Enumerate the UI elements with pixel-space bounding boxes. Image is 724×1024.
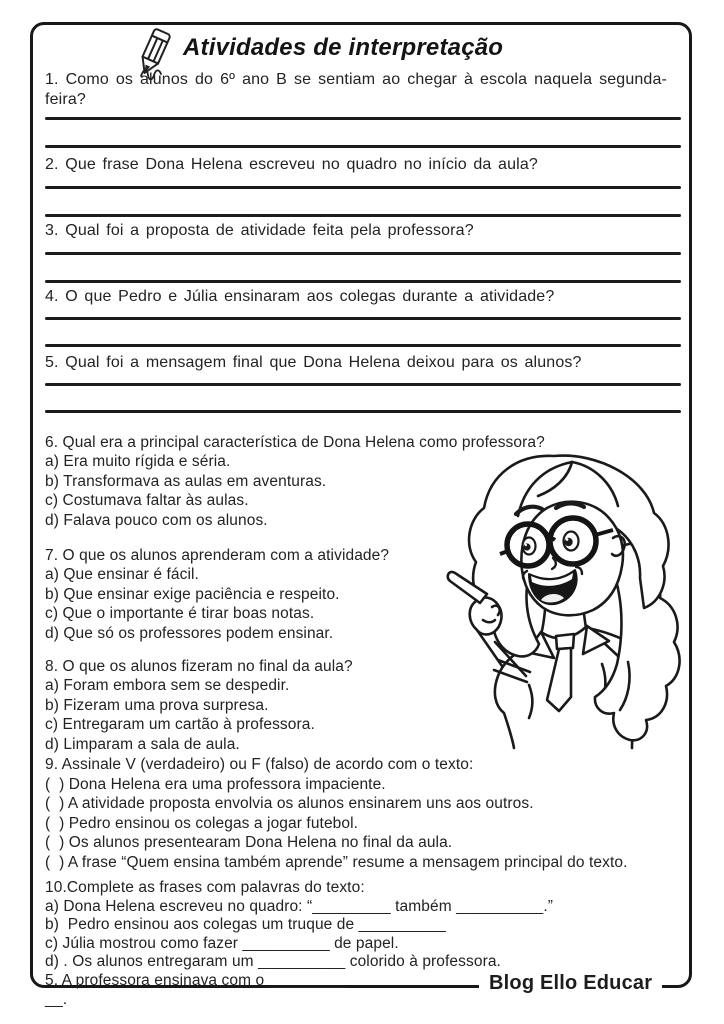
- question-10: [45, 879, 553, 991]
- answer-line: [45, 252, 681, 255]
- option-b: b) Transformava as aulas em aventuras.: [45, 472, 327, 490]
- answer-line: [45, 317, 681, 320]
- answer-line: [45, 145, 681, 148]
- tf-item: ( ) A frase “Quem ensina também aprende” resume a mensagem principal do texto.: [45, 853, 628, 871]
- question-3: 3. Qual foi a proposta de atividade feita pela professora?: [45, 222, 474, 239]
- page-title: Atividades de interpretação: [183, 34, 504, 61]
- answer-line: [45, 280, 681, 283]
- fill-item: 5. A professora ensinava com o _________: [45, 971, 348, 989]
- question-8: [45, 657, 353, 754]
- fill-item: b) Pedro ensinou aos colegas um truque de __________: [45, 916, 446, 934]
- fill-item: d) . Os alunos entregaram um __________ colorido à professora.: [45, 953, 501, 971]
- answer-line: [45, 344, 681, 347]
- option-a: a) Que ensinar é fácil.: [45, 566, 199, 584]
- tf-item: ( ) Pedro ensinou os colegas a jogar futebol.: [45, 814, 359, 832]
- question-2: 2. Que frase Dona Helena escreveu no quadro no início da aula?: [45, 156, 538, 173]
- answer-line: [45, 186, 681, 189]
- question-text: 9. Assinale V (verdadeiro) ou F (falso) de acordo com o texto:: [45, 756, 474, 773]
- answer-line: [45, 410, 681, 413]
- question-7: [45, 546, 389, 643]
- question-9: [45, 755, 628, 873]
- question-6: [45, 433, 545, 530]
- option-c: c) Entregaram um cartão à professora.: [45, 716, 315, 734]
- option-c: c) Que o importante é tirar boas notas.: [45, 605, 315, 623]
- tf-item: ( ) Os alunos presentearam Dona Helena no final da aula.: [45, 834, 453, 852]
- tf-item: ( ) A atividade proposta envolvia os alunos ensinarem uns aos outros.: [45, 795, 534, 813]
- option-a: a) Foram embora sem se despedir.: [45, 677, 290, 695]
- question-4: 4. O que Pedro e Júlia ensinaram aos colegas durante a atividade?: [45, 288, 555, 305]
- question-5: 5. Qual foi a mensagem final que Dona Helena deixou para os alunos?: [45, 354, 582, 371]
- option-b: b) Fizeram uma prova surpresa.: [45, 696, 269, 714]
- question-text: 10.Complete as frases com palavras do texto:: [45, 879, 365, 896]
- question-text: 7. O que os alunos aprenderam com a atividade?: [45, 547, 390, 564]
- option-d: d) Que só os professores podem ensinar.: [45, 624, 334, 642]
- fill-item: c) Júlia mostrou como fazer __________ de papel.: [45, 934, 399, 952]
- option-d: d) Limparam a sala de aula.: [45, 735, 240, 753]
- footer-brand: Blog Ello Educar: [479, 972, 662, 995]
- answer-line: [45, 214, 681, 217]
- question-text: 6. Qual era a principal característica de Dona Helena como professora?: [45, 434, 545, 451]
- answer-line: [45, 117, 681, 120]
- option-b: b) Que ensinar exige paciência e respeito.: [45, 585, 340, 603]
- option-c: c) Costumava faltar às aulas.: [45, 492, 249, 510]
- answer-line: [45, 383, 681, 386]
- option-a: a) Era muito rígida e séria.: [45, 453, 231, 471]
- tf-item: ( ) Dona Helena era uma professora impaciente.: [45, 775, 386, 793]
- overflow-text: __.: [45, 991, 68, 1008]
- question-1: 1. Como os alunos do 6º ano B se sentiam ao chegar à escola naquela segunda-feira?: [45, 71, 667, 108]
- fill-item: a) Dona Helena escreveu no quadro: “_________ também __________.”: [45, 897, 554, 915]
- option-d: d) Falava pouco com os alunos.: [45, 511, 268, 529]
- question-text: 8. O que os alunos fizeram no final da aula?: [45, 658, 353, 675]
